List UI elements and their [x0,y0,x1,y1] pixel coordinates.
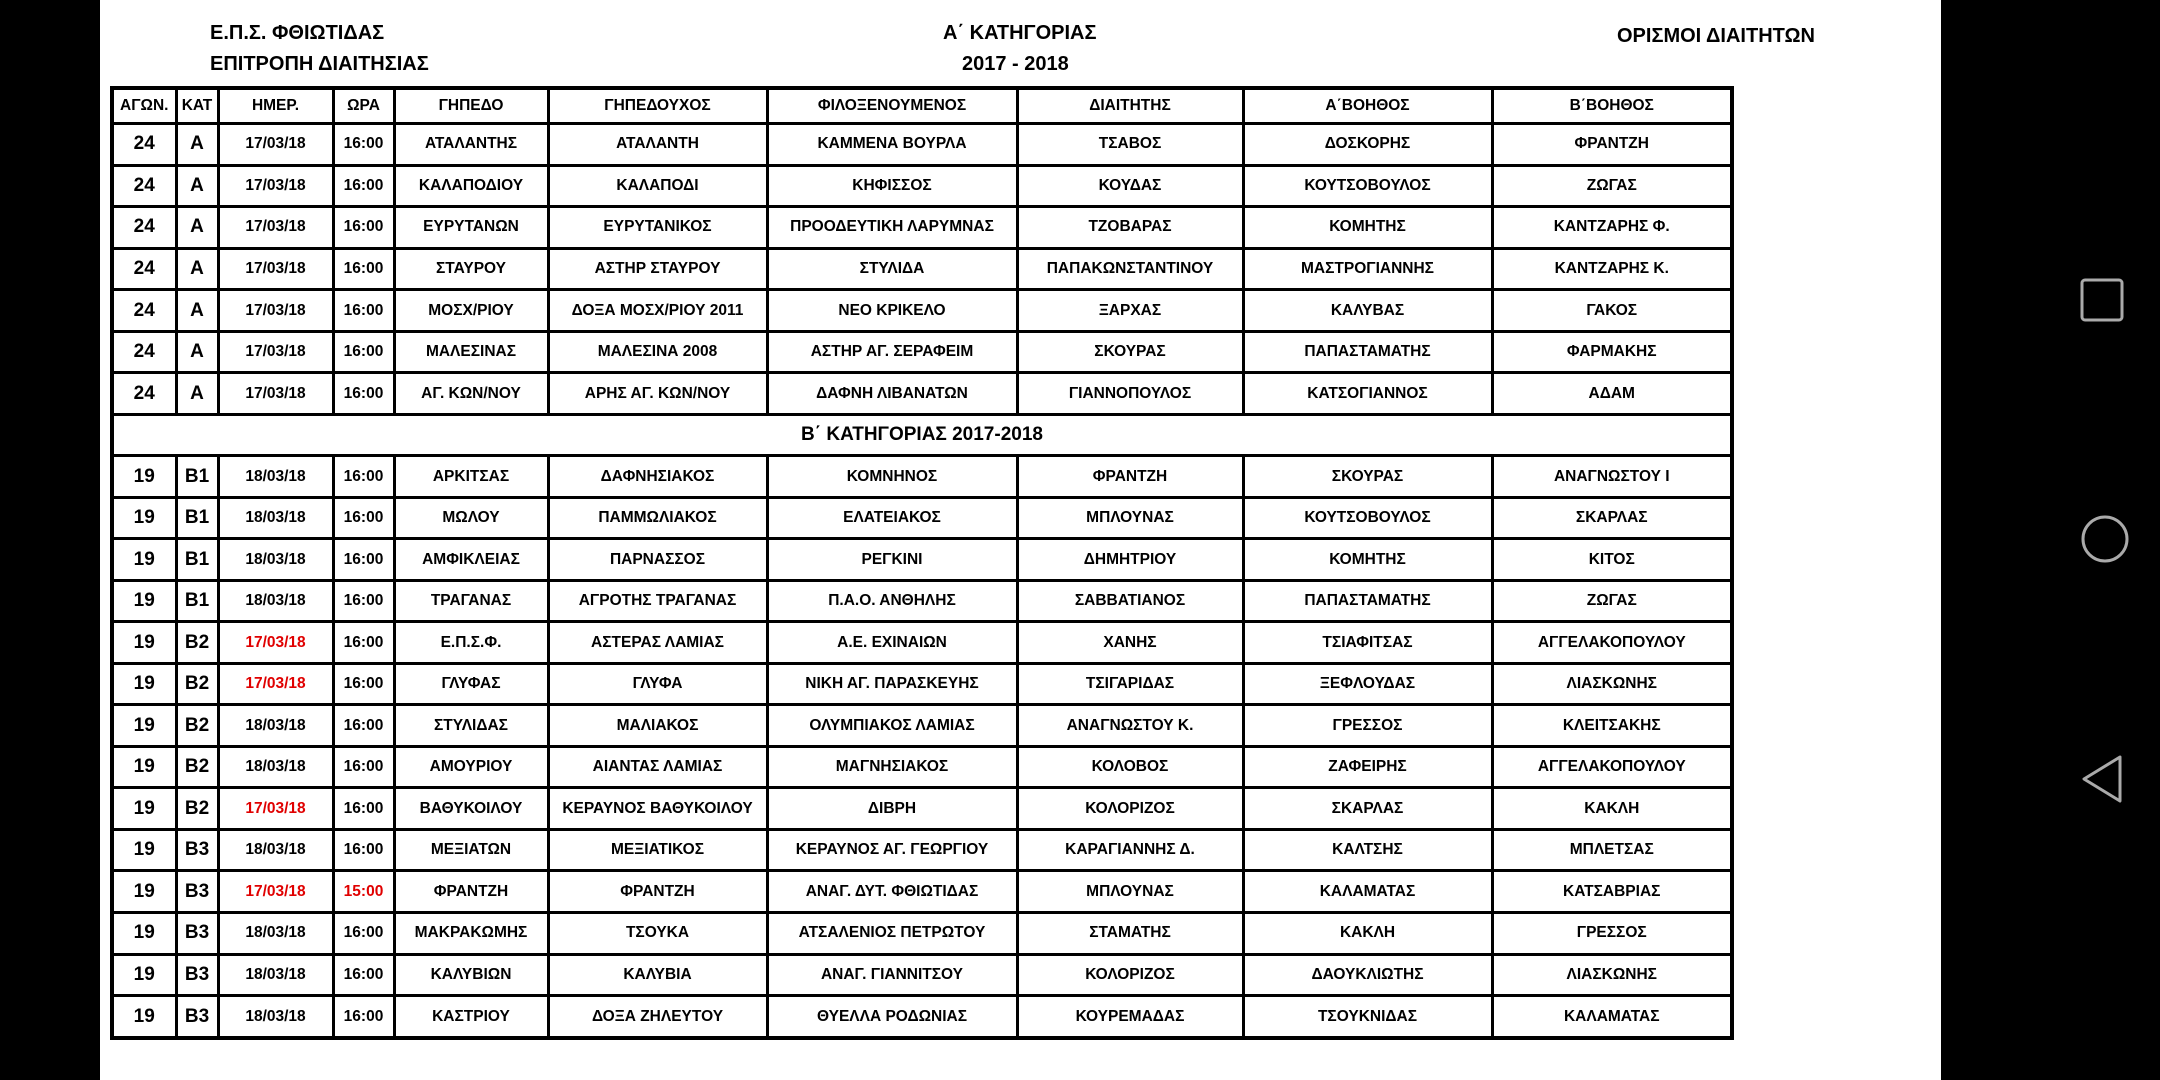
cell-assistant-1: ΤΣΙΑΦΙΤΣΑΣ [1243,622,1492,664]
cell-assistant-1: ΚΑΛΥΒΑΣ [1243,290,1492,332]
cell-date: 18/03/18 [218,746,333,788]
cell-stadium: ΒΑΘΥΚΟΙΛΟΥ [394,788,548,830]
cell-assistant-2: ΛΙΑΣΚΩΝΗΣ [1492,954,1732,996]
cell-referee: ΚΟΛΟΡΙΖΟΣ [1017,954,1243,996]
table-row [112,580,1732,622]
cell-category: Β3 [176,996,218,1038]
cell-date: 18/03/18 [218,829,333,871]
cell-time: 16:00 [333,746,394,788]
cell-category: Α [176,207,218,249]
cell-round: 19 [112,954,176,996]
cell-home-team: ΠΑΜΜΩΛΙΑΚΟΣ [548,497,767,539]
cell-stadium: ΣΤΥΛΙΔΑΣ [394,705,548,747]
circle-icon[interactable] [2080,514,2130,564]
cell-stadium: ΚΑΛΥΒΙΩΝ [394,954,548,996]
cell-assistant-1: ΔΑΟΥΚΛΙΩΤΗΣ [1243,954,1492,996]
cell-time: 15:00 [333,871,394,913]
cell-stadium: ΑΤΑΛΑΝΤΗΣ [394,124,548,166]
cell-referee: ΚΟΥΔΑΣ [1017,165,1243,207]
table-row [112,705,1732,747]
cell-assistant-2: ΑΓΓΕΛΑΚΟΠΟΥΛΟΥ [1492,622,1732,664]
column-header: ΓΗΠΕΔΟ [394,88,548,124]
cell-category: Β1 [176,456,218,498]
cell-date: 17/03/18 [218,871,333,913]
cell-date: 18/03/18 [218,456,333,498]
table-row [112,248,1732,290]
cell-assistant-2: ΓΑΚΟΣ [1492,290,1732,332]
cell-away-team: ΚΟΜΝΗΝΟΣ [767,456,1017,498]
cell-round: 19 [112,788,176,830]
cell-time: 16:00 [333,456,394,498]
cell-assistant-2: ΑΔΑΜ [1492,373,1732,415]
cell-stadium: Ε.Π.Σ.Φ. [394,622,548,664]
cell-stadium: ΚΑΣΤΡΙΟΥ [394,996,548,1038]
cell-round: 19 [112,497,176,539]
table-row [112,996,1732,1038]
cell-referee: ΤΖΟΒΑΡΑΣ [1017,207,1243,249]
cell-round: 24 [112,331,176,373]
cell-assistant-1: ΜΑΣΤΡΟΓΙΑΝΝΗΣ [1243,248,1492,290]
table-row [112,331,1732,373]
cell-assistant-1: ΚΑΚΛΗ [1243,913,1492,955]
cell-assistant-2: ΛΙΑΣΚΩΝΗΣ [1492,663,1732,705]
cell-home-team: ΑΣΤΗΡ ΣΤΑΥΡΟΥ [548,248,767,290]
cell-away-team: ΑΝΑΓ. ΔΥΤ. ΦΘΙΩΤΙΔΑΣ [767,871,1017,913]
cell-assistant-2: ΦΡΑΝΤΖΗ [1492,124,1732,166]
cell-assistant-2: ΑΝΑΓΝΩΣΤΟΥ Ι [1492,456,1732,498]
cell-assistant-1: ΖΑΦΕΙΡΗΣ [1243,746,1492,788]
cell-referee: ΓΙΑΝΝΟΠΟΥΛΟΣ [1017,373,1243,415]
cell-category: Β3 [176,829,218,871]
cell-time: 16:00 [333,705,394,747]
cell-category: Β1 [176,539,218,581]
cell-referee: ΚΟΛΟΡΙΖΟΣ [1017,788,1243,830]
cell-stadium: ΓΛΥΦΑΣ [394,663,548,705]
cell-referee: ΜΠΛΟΥΝΑΣ [1017,497,1243,539]
cell-category: Β2 [176,663,218,705]
cell-time: 16:00 [333,913,394,955]
cell-assistant-2: ΖΩΓΑΣ [1492,580,1732,622]
cell-assistant-1: ΠΑΠΑΣΤΑΜΑΤΗΣ [1243,580,1492,622]
cell-round: 24 [112,207,176,249]
cell-date: 18/03/18 [218,497,333,539]
cell-date: 18/03/18 [218,996,333,1038]
cell-category: Α [176,124,218,166]
cell-away-team: ΣΤΥΛΙΔΑ [767,248,1017,290]
cell-away-team: ΕΛΑΤΕΙΑΚΟΣ [767,497,1017,539]
cell-category: Β3 [176,871,218,913]
cell-date: 18/03/18 [218,954,333,996]
cell-away-team: ΑΝΑΓ. ΓΙΑΝΝΙΤΣΟΥ [767,954,1017,996]
cell-home-team: ΜΕΞΙΑΤΙΚΟΣ [548,829,767,871]
cell-assistant-2: ΚΑΛΑΜΑΤΑΣ [1492,996,1732,1038]
column-header: ΗΜΕΡ. [218,88,333,124]
cell-away-team: ΑΤΣΑΛΕΝΙΟΣ ΠΕΤΡΩΤΟΥ [767,913,1017,955]
table-row [112,207,1732,249]
table-row [112,871,1732,913]
cell-date: 17/03/18 [218,207,333,249]
cell-date: 18/03/18 [218,913,333,955]
cell-time: 16:00 [333,207,394,249]
cell-referee: ΤΣΙΓΑΡΙΔΑΣ [1017,663,1243,705]
cell-assistant-1: ΠΑΠΑΣΤΑΜΑΤΗΣ [1243,331,1492,373]
cell-stadium: ΜΑΛΕΣΙΝΑΣ [394,331,548,373]
table-row [112,746,1732,788]
cell-home-team: ΚΑΛΥΒΙΑ [548,954,767,996]
section-title: Β΄ ΚΑΤΗΓΟΡΙΑΣ 2017-2018 [112,414,1732,456]
cell-home-team: ΑΙΑΝΤΑΣ ΛΑΜΙΑΣ [548,746,767,788]
cell-time: 16:00 [333,373,394,415]
cell-away-team: ΝΕΟ ΚΡΙΚΕΛΟ [767,290,1017,332]
cell-home-team: ΑΤΑΛΑΝΤΗ [548,124,767,166]
cell-assistant-1: ΓΡΕΣΣΟΣ [1243,705,1492,747]
section-header-row [112,414,1732,456]
cell-assistant-1: ΞΕΦΛΟΥΔΑΣ [1243,663,1492,705]
cell-home-team: ΚΕΡΑΥΝΟΣ ΒΑΘΥΚΟΙΛΟΥ [548,788,767,830]
cell-category: Α [176,248,218,290]
cell-stadium: ΑΡΚΙΤΣΑΣ [394,456,548,498]
cell-time: 16:00 [333,996,394,1038]
table-header-row [112,88,1732,124]
category-title: Α΄ ΚΑΤΗΓΟΡΙΑΣ [943,22,1097,44]
cell-stadium: ΦΡΑΝΤΖΗ [394,871,548,913]
cell-assistant-2: ΚΙΤΟΣ [1492,539,1732,581]
cell-assistant-2: ΚΑΤΣΑΒΡΙΑΣ [1492,871,1732,913]
cell-home-team: ΓΛΥΦΑ [548,663,767,705]
cell-assistant-1: ΤΣΟΥΚΝΙΔΑΣ [1243,996,1492,1038]
cell-assistant-2: ΑΓΓΕΛΑΚΟΠΟΥΛΟΥ [1492,746,1732,788]
cell-time: 16:00 [333,165,394,207]
cell-date: 17/03/18 [218,663,333,705]
cell-assistant-1: ΔΟΣΚΟΡΗΣ [1243,124,1492,166]
cell-stadium: ΜΟΣΧ/ΡΙΟΥ [394,290,548,332]
cell-away-team: ΔΙΒΡΗ [767,788,1017,830]
column-header: ΩΡΑ [333,88,394,124]
cell-away-team: ΚΕΡΑΥΝΟΣ ΑΓ. ΓΕΩΡΓΙΟΥ [767,829,1017,871]
cell-assistant-2: ΓΡΕΣΣΟΣ [1492,913,1732,955]
cell-assistant-2: ΚΑΚΛΗ [1492,788,1732,830]
cell-home-team: ΜΑΛΕΣΙΝΑ 2008 [548,331,767,373]
cell-round: 19 [112,705,176,747]
cell-time: 16:00 [333,622,394,664]
square-icon[interactable] [2080,278,2124,322]
cell-round: 19 [112,539,176,581]
cell-time: 16:00 [333,497,394,539]
cell-category: Α [176,331,218,373]
cell-date: 17/03/18 [218,124,333,166]
cell-referee: ΦΡΑΝΤΖΗ [1017,456,1243,498]
cell-assistant-1: ΣΚΟΥΡΑΣ [1243,456,1492,498]
cell-away-team: ΝΙΚΗ ΑΓ. ΠΑΡΑΣΚΕΥΗΣ [767,663,1017,705]
cell-time: 16:00 [333,331,394,373]
column-header: ΔΙΑΙΤΗΤΗΣ [1017,88,1243,124]
cell-away-team: ΚΑΜΜΕΝΑ ΒΟΥΡΛΑ [767,124,1017,166]
cell-assistant-2: ΣΚΑΡΛΑΣ [1492,497,1732,539]
cell-referee: ΣΤΑΜΑΤΗΣ [1017,913,1243,955]
cell-assistant-2: ΚΛΕΙΤΣΑΚΗΣ [1492,705,1732,747]
cell-round: 19 [112,580,176,622]
column-header: ΚΑΤ [176,88,218,124]
cell-category: Β1 [176,497,218,539]
table-row [112,829,1732,871]
cell-home-team: ΤΣΟΥΚΑ [548,913,767,955]
cell-date: 17/03/18 [218,373,333,415]
cell-category: Α [176,290,218,332]
cell-round: 19 [112,456,176,498]
cell-home-team: ΔΟΞΑ ΖΗΛΕΥΤΟΥ [548,996,767,1038]
column-header: ΓΗΠΕΔΟΥΧΟΣ [548,88,767,124]
cell-assistant-1: ΚΑΛΤΣΗΣ [1243,829,1492,871]
cell-category: Β3 [176,913,218,955]
cell-round: 19 [112,913,176,955]
table-row [112,373,1732,415]
cell-stadium: ΤΡΑΓΑΝΑΣ [394,580,548,622]
cell-home-team: ΦΡΑΝΤΖΗ [548,871,767,913]
cell-round: 24 [112,373,176,415]
column-header: ΑΓΩΝ. [112,88,176,124]
cell-referee: ΔΗΜΗΤΡΙΟΥ [1017,539,1243,581]
table-row [112,165,1732,207]
table-row [112,663,1732,705]
cell-date: 18/03/18 [218,580,333,622]
cell-home-team: ΔΑΦΝΗΣΙΑΚΟΣ [548,456,767,498]
cell-round: 19 [112,871,176,913]
cell-home-team: ΚΑΛΑΠΟΔΙ [548,165,767,207]
document-title: ΟΡΙΣΜΟΙ ΔΙΑΙΤΗΤΩΝ [1617,25,1815,47]
cell-away-team: Α.Ε. ΕΧΙΝΑΙΩΝ [767,622,1017,664]
cell-assistant-2: ΜΠΛΕΤΣΑΣ [1492,829,1732,871]
cell-away-team: ΑΣΤΗΡ ΑΓ. ΣΕΡΑΦΕΙΜ [767,331,1017,373]
cell-assistant-1: ΚΟΥΤΣΟΒΟΥΛΟΣ [1243,165,1492,207]
cell-home-team: ΑΣΤΕΡΑΣ ΛΑΜΙΑΣ [548,622,767,664]
cell-stadium: ΕΥΡΥΤΑΝΩΝ [394,207,548,249]
cell-away-team: ΟΛΥΜΠΙΑΚΟΣ ΛΑΜΙΑΣ [767,705,1017,747]
cell-category: Β1 [176,580,218,622]
cell-referee: ΑΝΑΓΝΩΣΤΟΥ Κ. [1017,705,1243,747]
cell-date: 17/03/18 [218,165,333,207]
cell-referee: ΜΠΛΟΥΝΑΣ [1017,871,1243,913]
cell-stadium: ΑΜΦΙΚΛΕΙΑΣ [394,539,548,581]
cell-date: 18/03/18 [218,539,333,581]
cell-round: 19 [112,829,176,871]
cell-stadium: ΜΩΛΟΥ [394,497,548,539]
cell-referee: ΞΑΡΧΑΣ [1017,290,1243,332]
cell-stadium: ΑΓ. ΚΩΝ/ΝΟΥ [394,373,548,415]
cell-round: 24 [112,248,176,290]
cell-category: Β2 [176,746,218,788]
cell-away-team: ΘΥΕΛΛΑ ΡΟΔΩΝΙΑΣ [767,996,1017,1038]
cell-date: 18/03/18 [218,705,333,747]
cell-referee: ΤΣΑΒΟΣ [1017,124,1243,166]
cell-date: 17/03/18 [218,248,333,290]
cell-time: 16:00 [333,248,394,290]
cell-assistant-1: ΚΟΜΗΤΗΣ [1243,207,1492,249]
cell-away-team: Π.Α.Ο. ΑΝΘΗΛΗΣ [767,580,1017,622]
cell-referee: ΚΟΥΡΕΜΑΔΑΣ [1017,996,1243,1038]
column-header: ΦΙΛΟΞΕΝΟΥΜΕΝΟΣ [767,88,1017,124]
cell-referee: ΚΟΛΟΒΟΣ [1017,746,1243,788]
cell-date: 17/03/18 [218,331,333,373]
cell-stadium: ΜΕΞΙΑΤΩΝ [394,829,548,871]
table-row [112,788,1732,830]
cell-assistant-2: ΖΩΓΑΣ [1492,165,1732,207]
cell-assistant-1: ΣΚΑΡΛΑΣ [1243,788,1492,830]
cell-stadium: ΣΤΑΥΡΟΥ [394,248,548,290]
cell-category: Β3 [176,954,218,996]
cell-home-team: ΑΡΗΣ ΑΓ. ΚΩΝ/ΝΟΥ [548,373,767,415]
triangle-icon[interactable] [2080,754,2124,804]
cell-away-team: ΜΑΓΝΗΣΙΑΚΟΣ [767,746,1017,788]
cell-away-team: ΔΑΦΝΗ ΛΙΒΑΝΑΤΩΝ [767,373,1017,415]
cell-assistant-1: ΚΟΥΤΣΟΒΟΥΛΟΣ [1243,497,1492,539]
cell-round: 19 [112,746,176,788]
cell-round: 19 [112,996,176,1038]
cell-home-team: ΜΑΛΙΑΚΟΣ [548,705,767,747]
cell-referee: ΣΚΟΥΡΑΣ [1017,331,1243,373]
table-row [112,622,1732,664]
table-row [112,456,1732,498]
cell-time: 16:00 [333,788,394,830]
table-row [112,954,1732,996]
cell-assistant-1: ΚΟΜΗΤΗΣ [1243,539,1492,581]
cell-time: 16:00 [333,954,394,996]
committee-name: ΕΠΙΤΡΟΠΗ ΔΙΑΙΤΗΣΙΑΣ [210,53,429,75]
table-row [112,539,1732,581]
season-title: 2017 - 2018 [962,53,1069,75]
cell-time: 16:00 [333,580,394,622]
cell-assistant-2: ΚΑΝΤΖΑΡΗΣ Φ. [1492,207,1732,249]
cell-category: Β2 [176,788,218,830]
cell-referee: ΣΑΒΒΑΤΙΑΝΟΣ [1017,580,1243,622]
cell-away-team: ΠΡΟΟΔΕΥΤΙΚΗ ΛΑΡΥΜΝΑΣ [767,207,1017,249]
cell-category: Β2 [176,705,218,747]
cell-date: 17/03/18 [218,788,333,830]
cell-stadium: ΜΑΚΡΑΚΩΜΗΣ [394,913,548,955]
cell-round: 24 [112,124,176,166]
table-row [112,913,1732,955]
cell-category: Α [176,165,218,207]
cell-time: 16:00 [333,290,394,332]
cell-assistant-1: ΚΑΤΣΟΓΙΑΝΝΟΣ [1243,373,1492,415]
cell-date: 17/03/18 [218,290,333,332]
cell-round: 24 [112,290,176,332]
cell-home-team: ΑΓΡΟΤΗΣ ΤΡΑΓΑΝΑΣ [548,580,767,622]
table-row [112,290,1732,332]
cell-category: Β2 [176,622,218,664]
federation-name: Ε.Π.Σ. ΦΘΙΩΤΙΔΑΣ [210,22,385,44]
cell-assistant-1: ΚΑΛΑΜΑΤΑΣ [1243,871,1492,913]
cell-referee: ΚΑΡΑΓΙΑΝΝΗΣ Δ. [1017,829,1243,871]
cell-referee: ΧΑΝΗΣ [1017,622,1243,664]
cell-round: 19 [112,663,176,705]
cell-assistant-2: ΚΑΝΤΖΑΡΗΣ Κ. [1492,248,1732,290]
cell-home-team: ΠΑΡΝΑΣΣΟΣ [548,539,767,581]
cell-time: 16:00 [333,663,394,705]
cell-assistant-2: ΦΑΡΜΑΚΗΣ [1492,331,1732,373]
column-header: Α΄ΒΟΗΘΟΣ [1243,88,1492,124]
table-row [112,497,1732,539]
referee-assignments-table [110,86,1734,1040]
cell-referee: ΠΑΠΑΚΩΝΣΤΑΝΤΙΝΟΥ [1017,248,1243,290]
cell-time: 16:00 [333,539,394,581]
cell-time: 16:00 [333,124,394,166]
cell-away-team: ΚΗΦΙΣΣΟΣ [767,165,1017,207]
cell-round: 24 [112,165,176,207]
table-row [112,124,1732,166]
cell-home-team: ΕΥΡΥΤΑΝΙΚΟΣ [548,207,767,249]
cell-round: 19 [112,622,176,664]
cell-stadium: ΚΑΛΑΠΟΔΙΟΥ [394,165,548,207]
cell-stadium: ΑΜΟΥΡΙΟΥ [394,746,548,788]
column-header: Β΄ΒΟΗΘΟΣ [1492,88,1732,124]
cell-category: Α [176,373,218,415]
cell-home-team: ΔΟΞΑ ΜΟΣΧ/ΡΙΟΥ 2011 [548,290,767,332]
cell-date: 17/03/18 [218,622,333,664]
cell-away-team: ΡΕΓΚΙΝΙ [767,539,1017,581]
cell-time: 16:00 [333,829,394,871]
